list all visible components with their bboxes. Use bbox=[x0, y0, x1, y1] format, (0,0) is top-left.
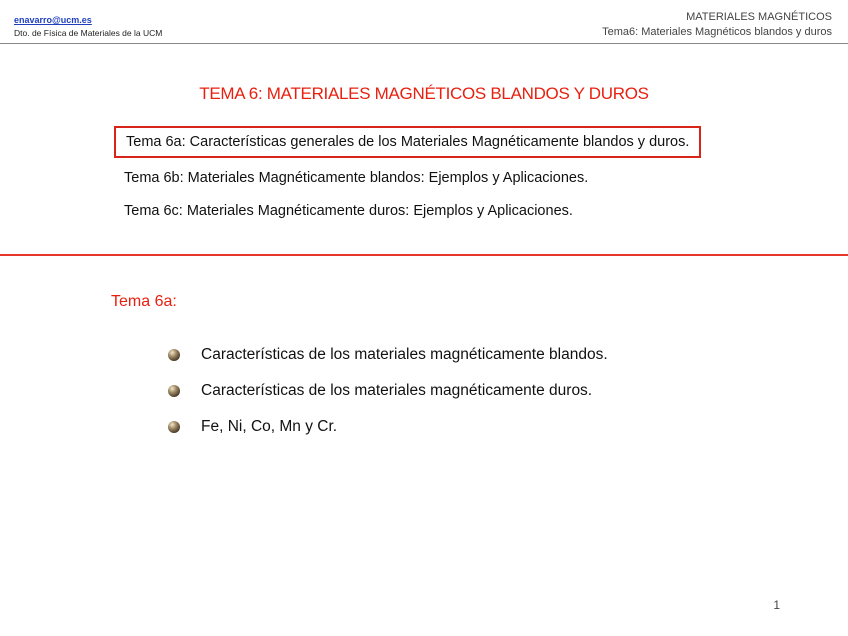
topic-list bbox=[114, 126, 701, 228]
bullet-text: Características de los materiales magnéticamente duros. bbox=[201, 382, 593, 399]
bullet-icon bbox=[168, 385, 180, 397]
header-left bbox=[14, 14, 162, 40]
bullet-text: Fe, Ni, Co, Mn y Cr. bbox=[201, 418, 338, 435]
topic-item-6c[interactable]: Tema 6c: Materiales Magnéticamente duros: Ejemplos y Aplicaciones. bbox=[124, 203, 573, 219]
department-label: Dto. de Física de Materiales de la UCM bbox=[14, 28, 163, 38]
bullet-icon bbox=[168, 349, 180, 361]
course-subtitle: Tema6: Materiales Magnéticos blandos y duros bbox=[602, 26, 832, 38]
page-number: 1 bbox=[773, 598, 780, 612]
bullet-list bbox=[168, 337, 608, 445]
section-divider bbox=[0, 254, 848, 256]
author-email-link[interactable]: enavarro@ucm.es bbox=[14, 15, 92, 25]
course-title: MATERIALES MAGNÉTICOS bbox=[686, 11, 832, 23]
topic-item-6a[interactable]: Tema 6a: Características generales de los Materiales Magnéticamente blandos y duros. bbox=[114, 126, 701, 158]
list-item bbox=[168, 373, 608, 409]
header-divider bbox=[0, 43, 848, 44]
bullet-text: Características de los materiales magnéticamente blandos. bbox=[201, 346, 608, 363]
slide-title: TEMA 6: MATERIALES MAGNÉTICOS BLANDOS Y DUROS bbox=[199, 84, 649, 103]
section-label: Tema 6a: bbox=[111, 293, 177, 310]
list-item bbox=[168, 337, 608, 373]
list-item bbox=[168, 409, 608, 445]
header-right bbox=[602, 10, 832, 40]
bullet-icon bbox=[168, 421, 180, 433]
topic-item-6b[interactable]: Tema 6b: Materiales Magnéticamente blandos: Ejemplos y Aplicaciones. bbox=[124, 170, 589, 186]
